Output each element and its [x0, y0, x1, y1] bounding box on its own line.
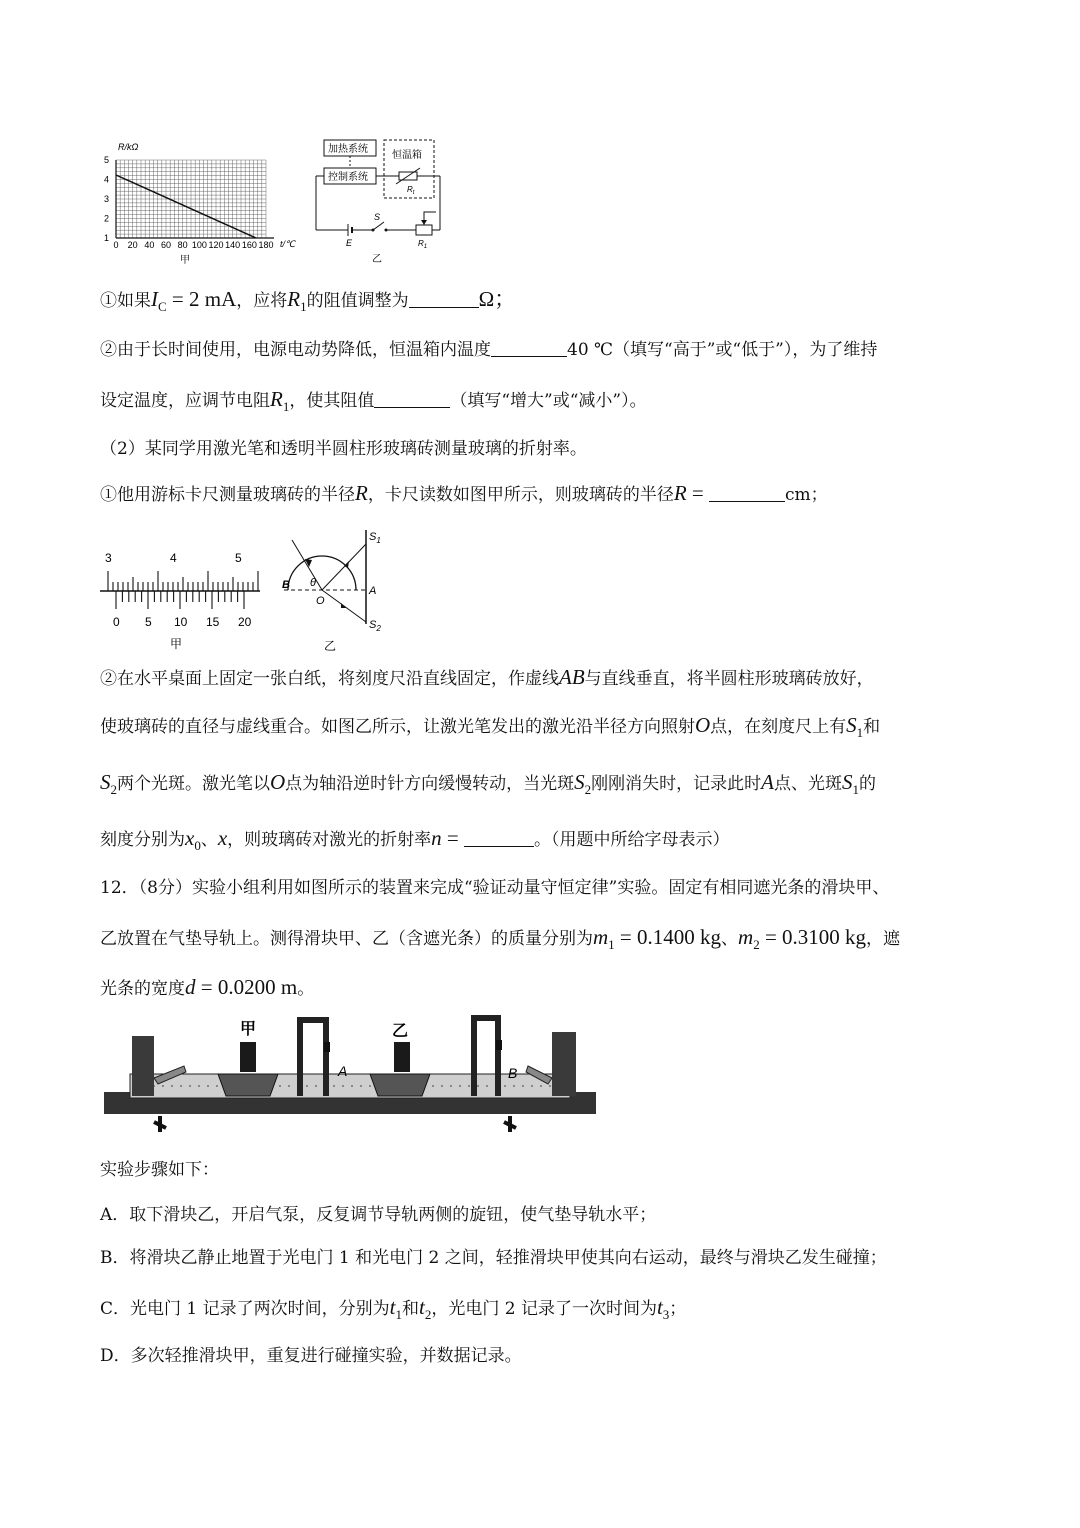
incident-ray	[292, 540, 322, 590]
x-tick-label: 20	[127, 240, 138, 250]
semicircle-glass	[288, 556, 356, 590]
q1-part1: ①如果$I_C = 2$ mA，应将$R_1$的阻值调整为 Ω；	[100, 287, 516, 314]
y-tick-label: 5	[104, 155, 110, 165]
gate-b-label: B	[508, 1065, 518, 1081]
x-axis-label: t/℃	[280, 239, 296, 249]
answer-blank-radius[interactable]	[709, 485, 785, 502]
optics-diagram	[278, 526, 393, 656]
x-tick-label: 0	[113, 240, 119, 250]
q1-part2-line1: ②由于长时间使用，电源电动势降低，恒温箱内温度 40 ℃（填写“高于”或“低于”），为了维持	[100, 340, 878, 360]
answer-blank-resistance[interactable]	[409, 291, 479, 308]
switch-label: S	[374, 212, 381, 222]
thermostat-label: 恒温箱	[392, 150, 422, 161]
graph-grid	[116, 160, 266, 238]
vernier-scale-number: 0	[113, 615, 120, 629]
answer-blank-refractive-index[interactable]	[464, 830, 534, 847]
svg-text:B: B	[282, 579, 290, 591]
svg-text:S2: $S_2$	[369, 619, 381, 633]
svg-text:Rt: $R_t$	[407, 185, 415, 196]
q2p2-line2: 使玻璃砖的直径与虚线重合。如图乙所示，让激光笔发出的激光沿半径方向照射O点，在刻度尺上有$S_1$和	[100, 713, 881, 740]
gate-a-label: A	[338, 1063, 348, 1079]
main-scale-number: 4	[170, 551, 177, 565]
optics-caption: 乙	[324, 639, 337, 653]
control-system-label: 控制系统	[328, 172, 368, 183]
q12-line1: 12．（8分）实验小组利用如图所示的装置来完成“验证动量守恒定律”实验。固定有相同遮光条的滑块甲、	[100, 878, 890, 898]
step-a: A．取下滑块乙，开启气泵，反复调节导轨两侧的旋钮，使气垫导轨水平；	[100, 1205, 657, 1225]
air-track-apparatus	[100, 1012, 600, 1144]
svg-text:A: A	[369, 585, 377, 597]
y-axis-label: R/kΩ	[118, 142, 139, 152]
q2-part1: ①他用游标卡尺测量玻璃砖的半径R，卡尺读数如图甲所示，则玻璃砖的半径R = cm；	[100, 481, 828, 505]
rheostat-r1	[416, 225, 432, 235]
x-tick-label: 120	[208, 240, 224, 250]
x-tick-label: 140	[225, 240, 241, 250]
y-tick-label: 4	[104, 174, 110, 185]
main-scale-number: 5	[235, 551, 242, 565]
step-b: B．将滑块乙静止地置于光电门 1 和光电门 2 之间，轻推滑块甲使其向右运动，最终与滑块乙发生碰撞；	[100, 1248, 887, 1268]
q2p2-line4: 刻度分别为$x_0$、x，则玻璃砖对激光的折射率n = 。（用题中所给字母表示）	[100, 826, 730, 853]
x-tick-label: 60	[161, 240, 172, 250]
figure-1-graph	[96, 138, 306, 268]
y-tick-label: 2	[104, 213, 110, 224]
x-tick-label: 180	[258, 240, 274, 250]
caliper-caption: 甲	[170, 637, 183, 651]
q2p2-line3: $S_2$两个光斑。激光笔以O点为轴沿逆时针方向缓慢转动，当光斑$S_2$刚刚消失时，记录此时A点、光斑$S_1$的	[100, 770, 876, 797]
graph-caption: 甲	[180, 255, 190, 266]
vernier-scale-number: 20	[238, 615, 252, 629]
vernier-scale-number: 10	[174, 615, 188, 629]
y-tick-label: 1	[104, 233, 110, 243]
vernier-scale-number: 5	[145, 615, 152, 629]
svg-text:S1: $S_1$	[369, 531, 381, 545]
x-tick-label: 100	[191, 240, 207, 250]
vernier-scale-number: 15	[206, 615, 220, 629]
svg-text:R1: $R_1$	[418, 239, 428, 250]
emf-label: E	[346, 238, 353, 248]
x-tick-label: 80	[177, 240, 188, 250]
svg-text:O: O	[316, 595, 325, 607]
q2p2-line1: ②在水平桌面上固定一张白纸，将刻度尺沿直线固定，作虚线AB与直线垂直，将半圆柱形玻璃砖放好，	[100, 665, 874, 689]
heating-system-label: 加热系统	[328, 144, 368, 155]
q12-line3: 光条的宽度d = 0.0200 m。	[100, 975, 315, 999]
steps-title: 实验步骤如下：	[100, 1160, 219, 1180]
q2-intro: （2）某同学用激光笔和透明半圆柱形玻璃砖测量玻璃的折射率。	[100, 439, 587, 459]
x-tick-label: 160	[241, 240, 257, 250]
knob-left	[154, 1116, 166, 1132]
vernier-caliper	[96, 546, 266, 654]
answer-blank-temperature[interactable]	[491, 340, 567, 357]
q12-line2: 乙放置在气垫导轨上。测得滑块甲、乙（含遮光条）的质量分别为$m_1 = 0.1400$ kg、$m_2 = 0.3100$ kg，遮	[100, 925, 901, 952]
main-scale-number: 3	[105, 551, 112, 565]
slider-b-label: 乙	[392, 1023, 409, 1040]
reflected-ray	[322, 544, 366, 590]
circuit-caption: 乙	[372, 254, 382, 265]
q1-part2-line2: 设定温度，应调节电阻$R_1$，使其阻值 （填写“增大”或“减小”）。	[100, 387, 647, 414]
step-c: C．光电门 1 记录了两次时间，分别为$t_1$和$t_2$，光电门 2 记录了一次时间为$t_3$；	[100, 1295, 687, 1322]
y-tick-label: 3	[104, 194, 110, 204]
switch	[373, 222, 384, 230]
x-tick-label: 40	[144, 240, 155, 250]
slider-a-label: 甲	[240, 1021, 257, 1038]
knob-right	[504, 1116, 516, 1132]
step-d: D．多次轻推滑块甲，重复进行碰撞实验，并数据记录。	[100, 1346, 522, 1366]
figure-1-circuit	[312, 136, 452, 266]
answer-blank-adjust[interactable]	[374, 391, 450, 408]
svg-text:θ: θ	[310, 577, 316, 589]
